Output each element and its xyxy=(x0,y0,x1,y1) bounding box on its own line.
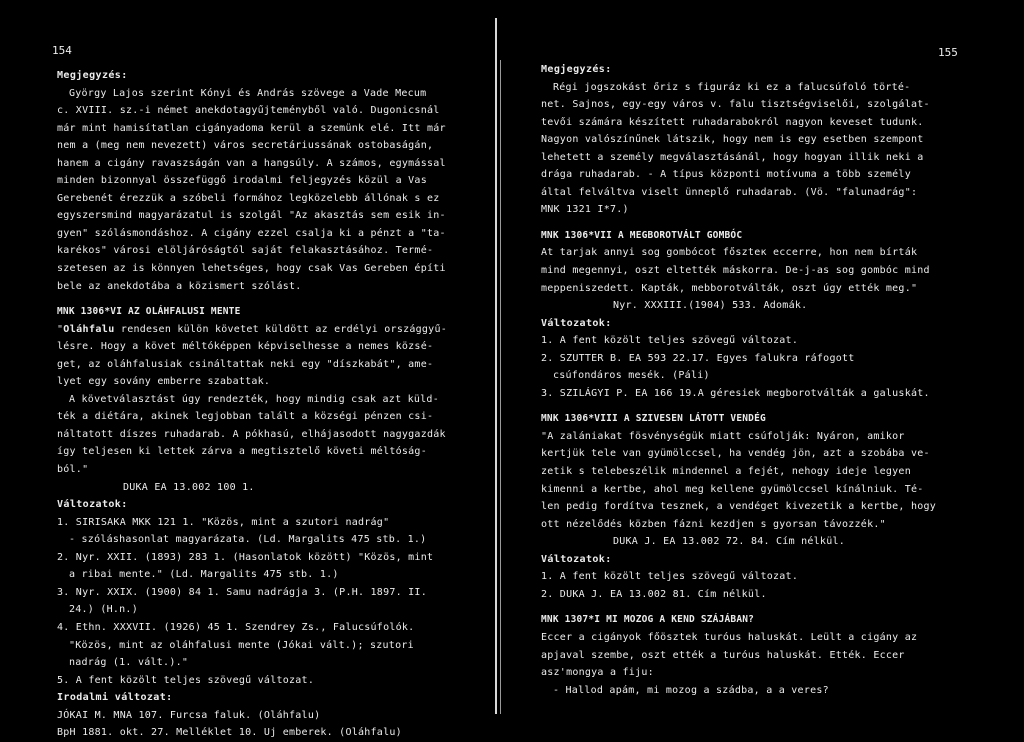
literary-heading: Irodalmi változat: xyxy=(57,692,173,704)
variant-line: csúfondáros mesék. (Páli) xyxy=(553,370,710,382)
entry-line: lyet egy sovány emberre szabattak. xyxy=(57,376,271,388)
note-line: net. Sajnos, egy-egy város v. falu tisztségviselői, szolgálat- xyxy=(541,99,930,111)
note-line: egyszersmind magyarázatul is szolgál "Az akasztás sem esik in- xyxy=(57,210,446,222)
variant-line: nadrág (1. vált.)." xyxy=(69,657,189,669)
note-heading: Megjegyzés: xyxy=(57,70,128,81)
note-line: már mint hamisítatlan cigányadoma kerül a szemünk elé. Itt már xyxy=(57,122,446,134)
entry-line: get, az oláhfalusiak csináltattak neki egy "díszkabát", ame- xyxy=(57,358,434,370)
entry-line: meppeniszedett. Kapták, mebborotválták, oszt úgy ették meg." xyxy=(541,282,918,294)
note-line: c. XVIII. sz.-i német anekdotagyűjteményből való. Dugonicsnál xyxy=(57,105,440,117)
note-line: tevői számára készített ruhadarabokról nagyon keveset tudunk. xyxy=(541,116,924,128)
entry-line: At tarjak annyi sog gombócot főszteк eccerre, hon nem bírták xyxy=(541,247,918,259)
note-line: drága ruhadarab. - A típus központi motívuma a több személy xyxy=(541,169,911,181)
variants-heading: Változatok: xyxy=(57,499,128,511)
variant-line: 24.) (H.n.) xyxy=(69,604,138,616)
variant-line: 1. A fent közölt teljes szövegű változat. xyxy=(541,335,799,347)
entry-source: Nyr. XXXIII.(1904) 533. Adomák. xyxy=(613,300,808,312)
variants-heading: Változatok: xyxy=(541,553,612,565)
variant-line: 3. SZILÁGYI P. EA 166 19.A géresiek megborotválták a galuskát. xyxy=(541,387,930,399)
entry-line: zetik s telebeszélik mindennel a fejét, nehogy ideje legyen xyxy=(541,466,911,478)
note-line: Régi jogszokást őriz s figuráz ki ez a falucsúfoló törté- xyxy=(553,81,911,93)
left-page xyxy=(0,0,505,739)
variant-line: 5. A fent közölt teljes szövegű változat. xyxy=(57,674,315,686)
note-line: MNK 1321 I*7.) xyxy=(541,204,629,216)
note-line: Gerebenét érezzük a szóbeli formához legközelebb állónak s ez xyxy=(57,192,440,204)
entry-line: ból." xyxy=(57,464,89,476)
variant-line: 1. SIRISAKA MKK 121 1. "Közös, mint a szutori nadrág" xyxy=(57,516,390,528)
entry-line: - Hallod apám, mi mozog a szádba, a a veres? xyxy=(553,684,829,696)
entry-line: ott nézelődés közben fázni kezdjen s gyorsan távozzék." xyxy=(541,518,886,530)
entry-line: Eccer a cigányok főösztek turóus haluskát. Leült a cigány az xyxy=(541,631,918,643)
note-line: György Lajos szerint Kónyi és András szövege a Vade Mecum xyxy=(69,87,427,99)
literary-line: JÓKAI M. MNA 107. Furcsa faluk. (Oláhfalu) xyxy=(57,709,321,721)
entry-line: asz'mongya a fiju: xyxy=(541,667,654,679)
variant-line: a ribai mente." (Ld. Margalits 475 stb. 1.) xyxy=(69,569,339,581)
entry-heading: MNK 1306*VII A MEGBOROTVÁLT GOMBÓC xyxy=(541,229,743,241)
note-line: lehetett a személy megválasztásánál, hogy hogyan illik neki a xyxy=(541,151,924,163)
entry-line: kimenni a kertbe, ahol meg kellene gyümölccsel kínálniuk. Té- xyxy=(541,483,924,495)
entry-line: len pedig fordítva tesznek, a vendéget kivezetik a kertbe, hogy xyxy=(541,501,937,513)
note-line: által felváltva viselt ünneplő ruhadarab. (Vö. "falunadrág": xyxy=(541,186,918,198)
variant-line: "Közös, mint az oláhfalusi mente (Jókai vált.); szutori xyxy=(69,639,414,651)
left-text-column xyxy=(57,67,467,742)
literary-line: BpH 1881. okt. 27. Melléklet 10. Uj emberek. (Oláhfalu) xyxy=(57,727,402,739)
entry-line: "Oláhfalu rendesen külön követet küldött az erdélyi országgyű- xyxy=(57,323,447,335)
note-line: gyen" szólásmondáshoz. A cigány ezzel csalja ki a pénzt a "ta- xyxy=(57,227,446,239)
entry-source: DUKA EA 13.002 100 1. xyxy=(123,481,255,493)
note-line: hanem a cigány ravaszságán van a hangsúly. A számos, egymással xyxy=(57,157,446,169)
variant-line: 4. Ethn. XXXVII. (1926) 45 1. Szendrey Zs., Falucsúfolók. xyxy=(57,621,415,633)
entry-line: "A zalániakat fösvénységük miatt csúfolják: Nyáron, amikor xyxy=(541,430,905,442)
note-line: minden bizonnyal összefüggő irodalmi feljegyzés közül a Vas xyxy=(57,175,427,187)
note-line: nem a (meg nem nevezett) város secretáriussának ostobaságán, xyxy=(57,140,434,152)
entry-line: így teljesen ki lettek zárva a megtisztelő követi méltóság- xyxy=(57,446,427,458)
entry-line: apjaval szembe, oszt ették a turóus haluskát. Ették. Eccer xyxy=(541,649,905,661)
variant-line: 3. Nyr. XXIX. (1900) 84 1. Samu nadrágja 3. (P.H. 1897. II. xyxy=(57,586,427,598)
right-text-column xyxy=(541,61,961,699)
entry-heading: MNK 1306*VIII A SZIVESEN LÁTOTT VENDÉG xyxy=(541,413,766,425)
entry-heading: MNK 1306*VI AZ OLÁHFALUSI MENTE xyxy=(57,306,241,318)
entry-bold-word: Oláhfalu xyxy=(63,323,115,335)
note-line: karékos" városi elöljáróságtól saját felakasztásához. Termé- xyxy=(57,245,434,257)
entry-line: lésre. Hogy a követ méltóképpen képviselhesse a nemes közsé- xyxy=(57,341,434,353)
entry-line: náltatott díszes ruhadarab. A pókhasú, elhájasodott nagygazdák xyxy=(57,428,446,440)
entry-line: ték a diétára, akinek legjobban talált a községi pénzen csi- xyxy=(57,411,434,423)
note-heading: Megjegyzés: xyxy=(541,64,612,75)
entry-heading: MNK 1307*I MI MOZOG A KEND SZÁJÁBAN? xyxy=(541,614,755,626)
page-number: 154 xyxy=(52,44,72,57)
page-number: 155 xyxy=(938,46,958,59)
variant-line: 2. Nyr. XXII. (1893) 283 1. (Hasonlatok között) "Közös, mint xyxy=(57,551,434,563)
variant-line: - szóláshasonlat magyarázata. (Ld. Margalits 475 stb. 1.) xyxy=(69,534,427,546)
variant-line: 2. DUKA J. EA 13.002 81. Cím nélkül. xyxy=(541,588,767,600)
variants-heading: Változatok: xyxy=(541,317,612,329)
right-page xyxy=(515,0,1024,714)
variant-line: 2. SZUTTER B. EA 593 22.17. Egyes falukra ráfogott xyxy=(541,352,855,364)
entry-line: mind megennyi, oszt eltették máskorra. De-j-as sog gombóc mind xyxy=(541,265,930,277)
note-line: Nagyon valószínűnek látszik, hogy nem is egy esetben szempont xyxy=(541,134,924,146)
entry-line-rest: rendesen külön követet küldött az erdélyi országgyű- xyxy=(114,323,447,335)
note-line: szetesen az is könnyen lehetséges, hogy csak Vas Gereben építi xyxy=(57,263,446,275)
entry-source: DUKA J. EA 13.002 72. 84. Cím nélkül. xyxy=(613,536,846,548)
note-line: bele az anekdotába a közismert szólást. xyxy=(57,280,302,292)
entry-line: kertjük tele van gyümölccsel, ha vendég jön, azt a szobába ve- xyxy=(541,448,930,460)
variant-line: 1. A fent közölt teljes szövegű változat. xyxy=(541,571,799,583)
entry-line: A követválasztást úgy rendezték, hogy mindig csak azt küld- xyxy=(69,393,439,405)
